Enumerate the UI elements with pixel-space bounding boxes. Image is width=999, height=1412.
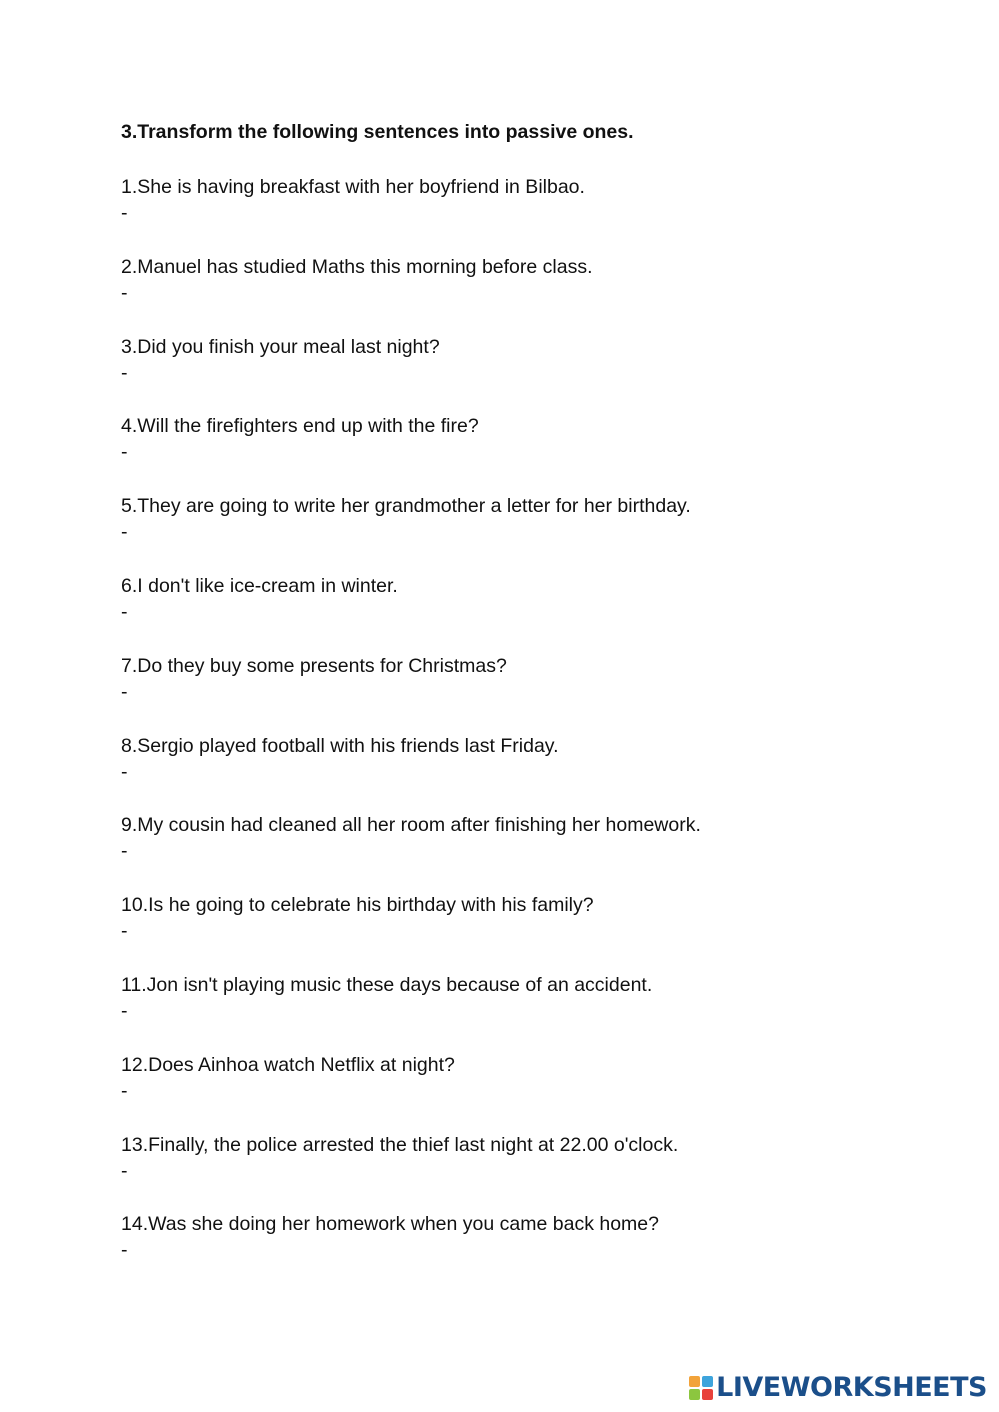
answer-line[interactable]: - — [121, 760, 128, 783]
question-item — [121, 493, 941, 573]
answer-line[interactable]: - — [121, 1079, 128, 1102]
question-text: 14.Was she doing her homework when you came back home? — [121, 1213, 659, 1236]
question-text: 2.Manuel has studied Maths this morning before class. — [121, 255, 593, 278]
question-item — [121, 174, 941, 254]
logo-tile-blue — [702, 1376, 713, 1387]
answer-line[interactable]: - — [121, 281, 128, 304]
answer-line[interactable]: - — [121, 999, 128, 1022]
question-text: 10.Is he going to celebrate his birthday with his family? — [121, 894, 594, 917]
question-text: 12.Does Ainhoa watch Netflix at night? — [121, 1053, 455, 1076]
question-item — [121, 254, 941, 334]
logo-wordmark: LIVEWORKSHEETS — [716, 1372, 987, 1403]
question-item — [121, 1052, 941, 1132]
question-item — [121, 653, 941, 733]
question-item — [121, 1132, 941, 1212]
question-text: 11.Jon isn't playing music these days because of an accident. — [121, 973, 653, 996]
question-text: 9.My cousin had cleaned all her room after finishing her homework. — [121, 814, 701, 837]
liveworksheets-logo-icon — [689, 1376, 713, 1400]
answer-line[interactable]: - — [121, 680, 128, 703]
question-item — [121, 413, 941, 493]
answer-line[interactable]: - — [121, 600, 128, 623]
question-list — [121, 174, 941, 1291]
question-text: 5.They are going to write her grandmother a letter for her birthday. — [121, 495, 691, 518]
question-item — [121, 573, 941, 653]
question-text: 3.Did you finish your meal last night? — [121, 335, 440, 358]
question-item — [121, 1211, 941, 1291]
question-text: 8.Sergio played football with his friends last Friday. — [121, 734, 559, 757]
answer-line[interactable]: - — [121, 840, 128, 863]
question-text: 4.Will the firefighters end up with the fire? — [121, 415, 479, 438]
logo-tile-green — [689, 1389, 700, 1400]
page-heading: 3.Transform the following sentences into passive ones. — [121, 121, 634, 143]
answer-line[interactable]: - — [121, 361, 128, 384]
question-item — [121, 334, 941, 414]
logo-tile-red — [702, 1389, 713, 1400]
answer-line[interactable]: - — [121, 521, 128, 544]
answer-line[interactable]: - — [121, 1159, 128, 1182]
question-text: 6.I don't like ice-cream in winter. — [121, 574, 398, 597]
question-text: 13.Finally, the police arrested the thief last night at 22.00 o'clock. — [121, 1133, 679, 1156]
question-text: 7.Do they buy some presents for Christmas? — [121, 654, 507, 677]
question-item — [121, 733, 941, 813]
question-item — [121, 812, 941, 892]
logo-tile-orange — [689, 1376, 700, 1387]
liveworksheets-logo — [689, 1371, 987, 1405]
question-text: 1.She is having breakfast with her boyfriend in Bilbao. — [121, 176, 585, 198]
answer-line[interactable]: - — [121, 202, 128, 224]
answer-line[interactable]: - — [121, 441, 128, 464]
answer-line[interactable]: - — [121, 1239, 128, 1262]
answer-line[interactable]: - — [121, 920, 128, 943]
question-item — [121, 972, 941, 1052]
question-item — [121, 892, 941, 972]
